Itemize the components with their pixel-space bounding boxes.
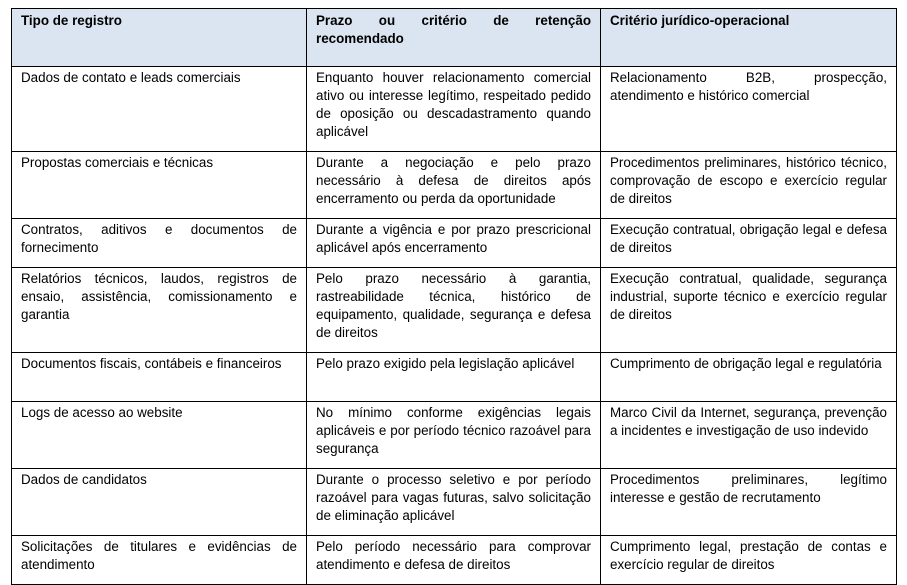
retention-period-cell: Durante o processo seletivo e por período razoável para vagas futuras, salvo solicitação de eliminação aplicável bbox=[307, 469, 601, 536]
header-retention-period: Prazo ou critério de retenção recomendado bbox=[307, 9, 601, 67]
retention-table-container bbox=[11, 8, 897, 585]
legal-criterion-cell: Procedimentos preliminares, legítimo interesse e gestão de recrutamento bbox=[601, 469, 897, 536]
legal-criterion-cell: Execução contratual, obrigação legal e defesa de direitos bbox=[601, 219, 897, 268]
table-row bbox=[12, 353, 897, 402]
table-row bbox=[12, 536, 897, 585]
header-legal-criterion: Critério jurídico-operacional bbox=[601, 9, 897, 67]
record-type-cell: Propostas comerciais e técnicas bbox=[12, 152, 307, 219]
table-row bbox=[12, 67, 897, 152]
record-type-cell: Dados de candidatos bbox=[12, 469, 307, 536]
retention-period-cell: Pelo prazo exigido pela legislação aplicável bbox=[307, 353, 601, 402]
table-header-row bbox=[12, 9, 897, 67]
record-type-cell: Dados de contato e leads comerciais bbox=[12, 67, 307, 152]
table-row bbox=[12, 402, 897, 469]
table-row bbox=[12, 152, 897, 219]
record-type-cell: Relatórios técnicos, laudos, registros de ensaio, assistência, comissionamento e garantia bbox=[12, 268, 307, 353]
retention-period-cell: No mínimo conforme exigências legais aplicáveis e por período técnico razoável para segurança bbox=[307, 402, 601, 469]
record-type-cell: Contratos, aditivos e documentos de fornecimento bbox=[12, 219, 307, 268]
table-row bbox=[12, 469, 897, 536]
retention-period-cell: Pelo período necessário para comprovar atendimento e defesa de direitos bbox=[307, 536, 601, 585]
legal-criterion-cell: Cumprimento legal, prestação de contas e exercício regular de direitos bbox=[601, 536, 897, 585]
record-type-cell: Solicitações de titulares e evidências de atendimento bbox=[12, 536, 307, 585]
legal-criterion-cell: Cumprimento de obrigação legal e regulatória bbox=[601, 353, 897, 402]
legal-criterion-cell: Marco Civil da Internet, segurança, prevenção a incidentes e investigação de uso indevido bbox=[601, 402, 897, 469]
record-type-cell: Logs de acesso ao website bbox=[12, 402, 307, 469]
legal-criterion-cell: Execução contratual, qualidade, segurança industrial, suporte técnico e exercício regular de direitos bbox=[601, 268, 897, 353]
table-row bbox=[12, 219, 897, 268]
legal-criterion-cell: Procedimentos preliminares, histórico técnico, comprovação de escopo e exercício regular de direitos bbox=[601, 152, 897, 219]
legal-criterion-cell: Relacionamento B2B, prospecção, atendimento e histórico comercial bbox=[601, 67, 897, 152]
retention-period-cell: Pelo prazo necessário à garantia, rastreabilidade técnica, histórico de equipamento, qualidade, segurança e defesa de direitos bbox=[307, 268, 601, 353]
retention-period-cell: Durante a vigência e por prazo prescricional aplicável após encerramento bbox=[307, 219, 601, 268]
retention-table bbox=[11, 8, 897, 585]
table-row bbox=[12, 268, 897, 353]
header-record-type: Tipo de registro bbox=[12, 9, 307, 67]
retention-period-cell: Durante a negociação e pelo prazo necessário à defesa de direitos após encerramento ou perda da oportunidade bbox=[307, 152, 601, 219]
record-type-cell: Documentos fiscais, contábeis e financeiros bbox=[12, 353, 307, 402]
retention-period-cell: Enquanto houver relacionamento comercial ativo ou interesse legítimo, respeitado pedido de oposição ou descadastramento quando aplicável bbox=[307, 67, 601, 152]
